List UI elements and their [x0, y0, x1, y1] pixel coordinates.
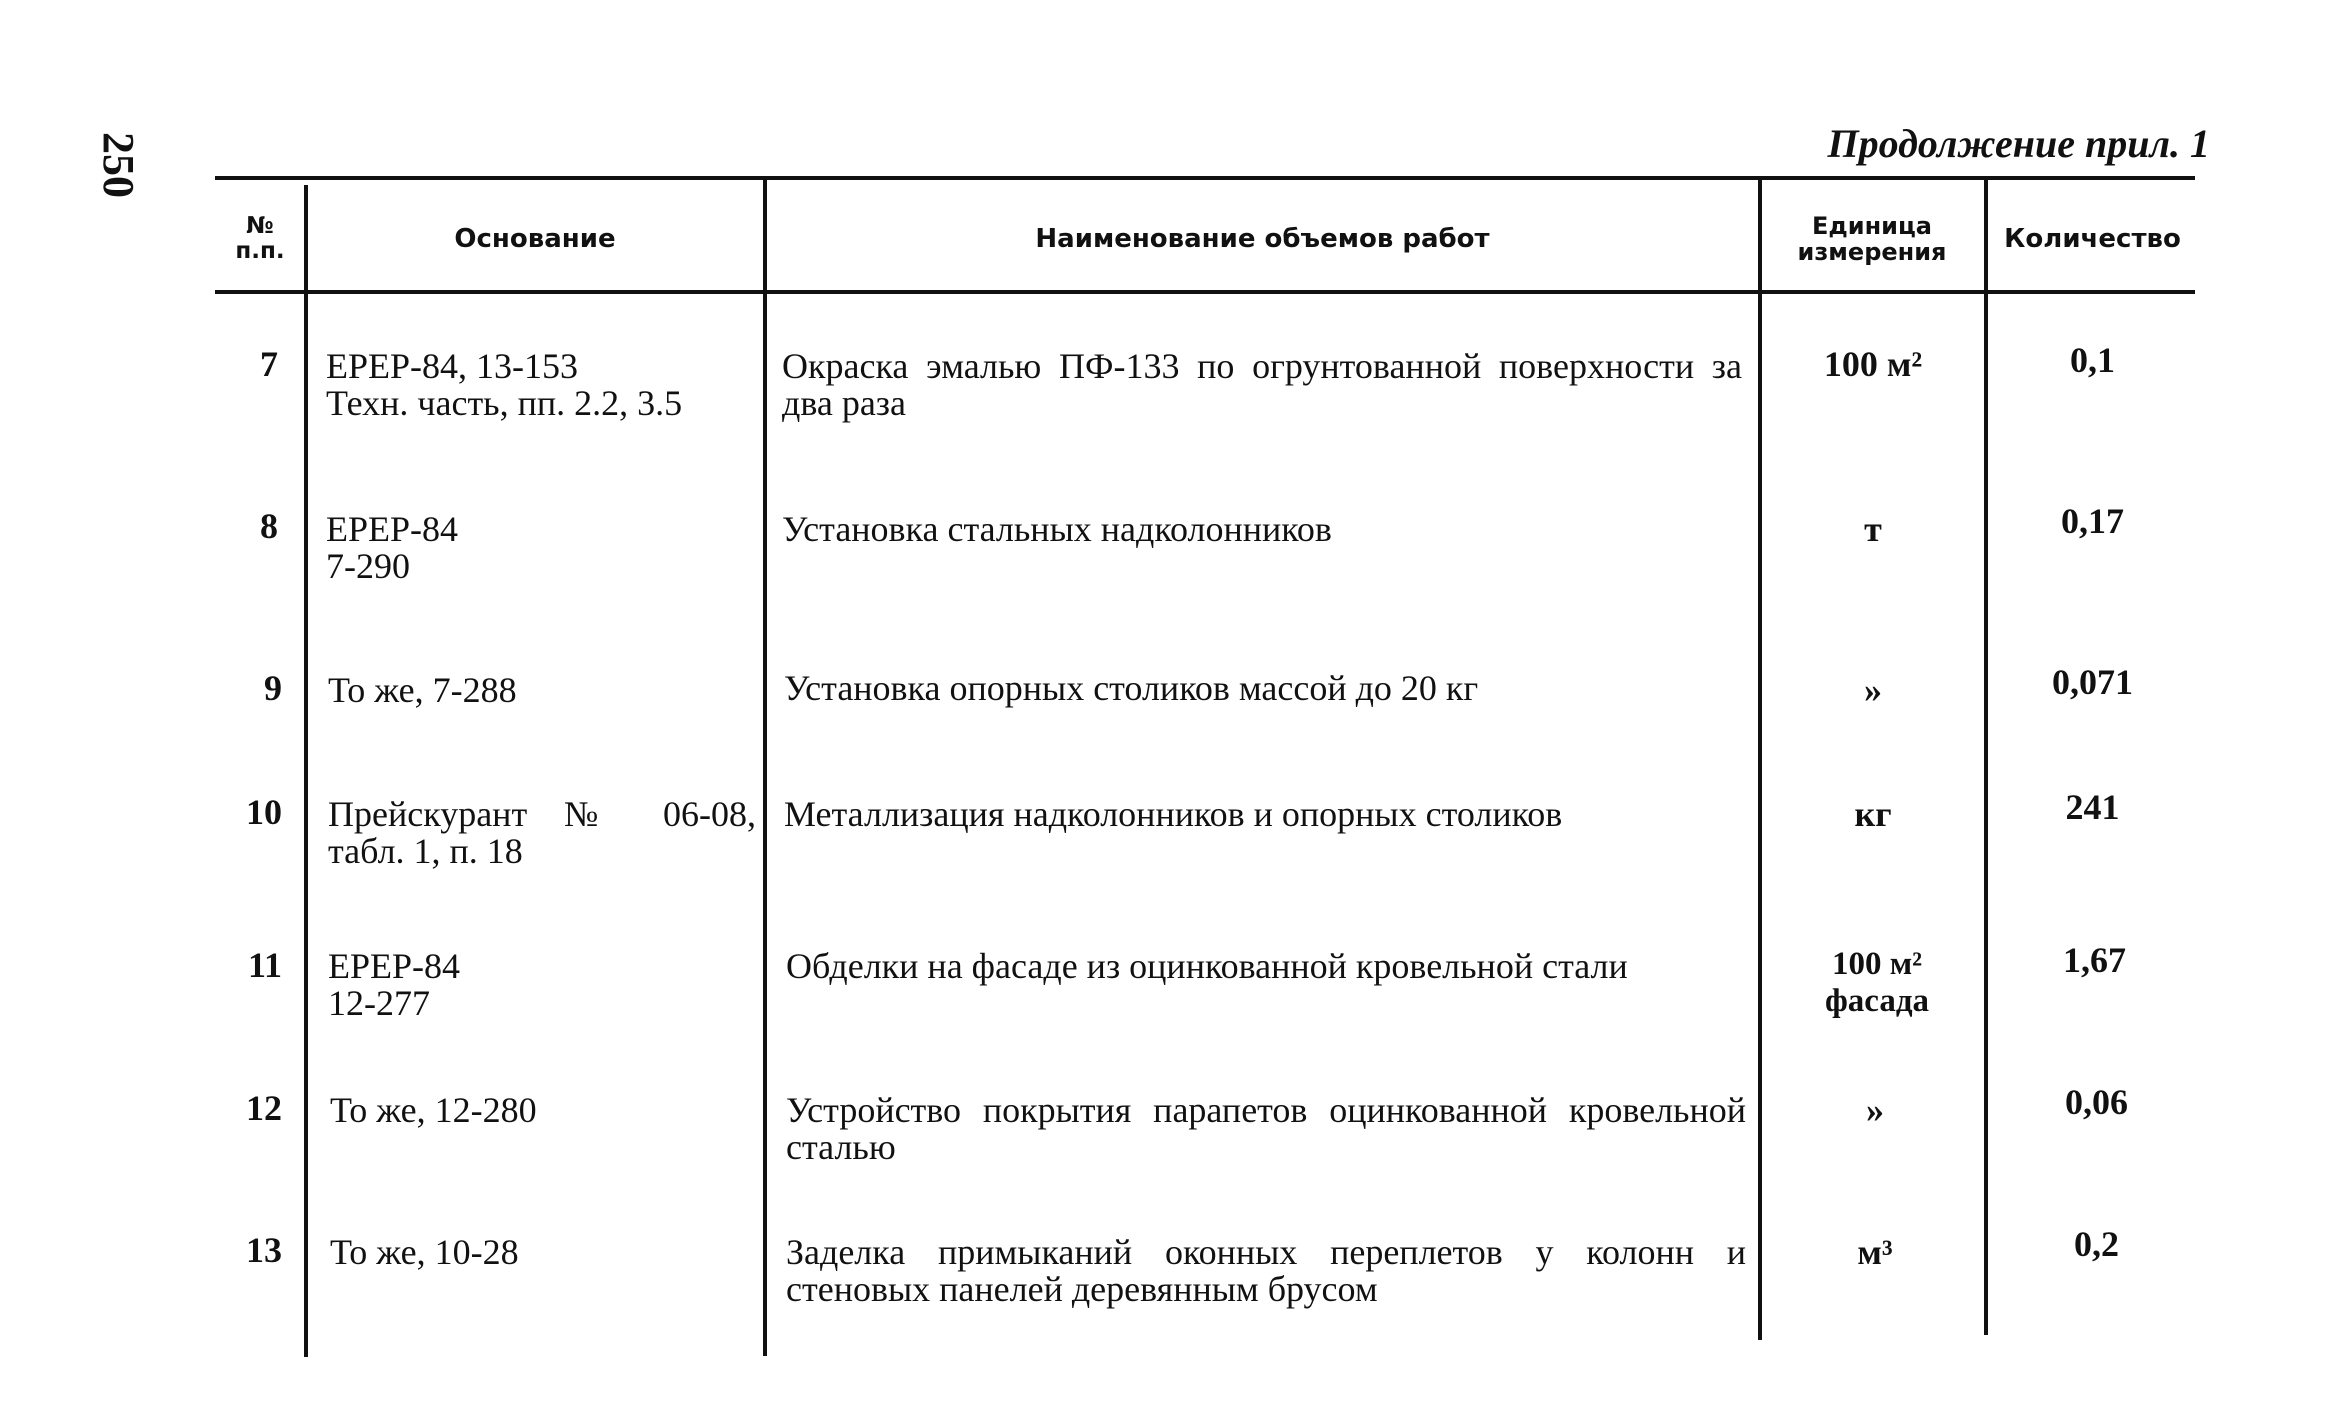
row-8-num: 8 [260, 506, 278, 546]
row-11-unit: 100 м² фасада [1824, 946, 1930, 1019]
row-10-basis: Прейскурант № 06-08, табл. 1, п. 18 [328, 794, 756, 871]
row-9-num: 9 [264, 668, 282, 708]
row-8-qty: 0,17 [2061, 501, 2124, 541]
header-unit: Единица измерения [1797, 211, 1947, 266]
row-7-num: 7 [260, 344, 278, 384]
row-11-work: Обделки на фасаде из оцинкованной кровельной стали [786, 946, 1628, 986]
row-11-basis: ЕРЕР-84 12-277 [328, 946, 461, 1023]
row-10-qty: 241 [2065, 787, 2120, 827]
row-7-unit: 100 м² [1823, 344, 1923, 384]
row-13-unit: м³ [1857, 1232, 1893, 1272]
row-8-work: Установка стальных надколонников [782, 509, 1332, 549]
row-11-qty: 1,67 [2063, 940, 2126, 980]
row-12-basis: То же, 12-280 [330, 1090, 537, 1130]
page-number: 250 [94, 132, 143, 198]
row-13-work: Заделка примыканий оконных переплетов у колонн и стеновых панелей деревянным брусом [786, 1232, 1746, 1309]
row-12-work: Устройство покрытия парапетов оцинкованной кровельной сталью [786, 1090, 1746, 1167]
row-12-unit: » [1866, 1090, 1884, 1130]
row-12-qty: 0,06 [2065, 1082, 2128, 1122]
row-10-num: 10 [246, 792, 282, 832]
row-10-unit: кг [1854, 794, 1892, 834]
row-7-qty: 0,1 [2070, 340, 2115, 380]
row-8-unit: т [1864, 509, 1882, 549]
column-divider-2 [763, 180, 767, 1356]
column-divider-3 [1758, 180, 1762, 1340]
column-divider-1 [304, 185, 308, 1357]
header-num: № п.п. [235, 212, 285, 264]
row-13-basis: То же, 10-28 [330, 1232, 519, 1272]
row-7-basis: ЕРЕР-84, 13-153 Техн. часть, пп. 2.2, 3.5 [326, 346, 683, 423]
table-top-rule [215, 176, 2195, 180]
row-12-num: 12 [246, 1088, 282, 1128]
row-9-basis: То же, 7-288 [328, 670, 517, 710]
row-9-unit: » [1864, 670, 1882, 710]
row-13-num: 13 [246, 1230, 282, 1270]
header-basis: Основание [454, 223, 616, 254]
header-bottom-rule [215, 290, 2195, 294]
row-10-work: Металлизация надколонников и опорных столиков [784, 794, 1563, 834]
header-qty: Количество [2004, 223, 2181, 254]
row-8-basis: ЕРЕР-84 7-290 [326, 509, 459, 586]
row-13-qty: 0,2 [2074, 1224, 2119, 1264]
column-divider-4 [1984, 180, 1988, 1335]
row-11-num: 11 [247, 945, 282, 985]
header-work: Наименование объемов работ [1035, 223, 1490, 254]
row-9-qty: 0,071 [2052, 662, 2133, 702]
row-7-work: Окраска эмалью ПФ-133 по огрунтованной поверхности за два раза [782, 346, 1742, 423]
continuation-label: Продолжение прил. 1 [1827, 121, 2210, 166]
row-9-work: Установка опорных столиков массой до 20 кг [784, 668, 1479, 708]
